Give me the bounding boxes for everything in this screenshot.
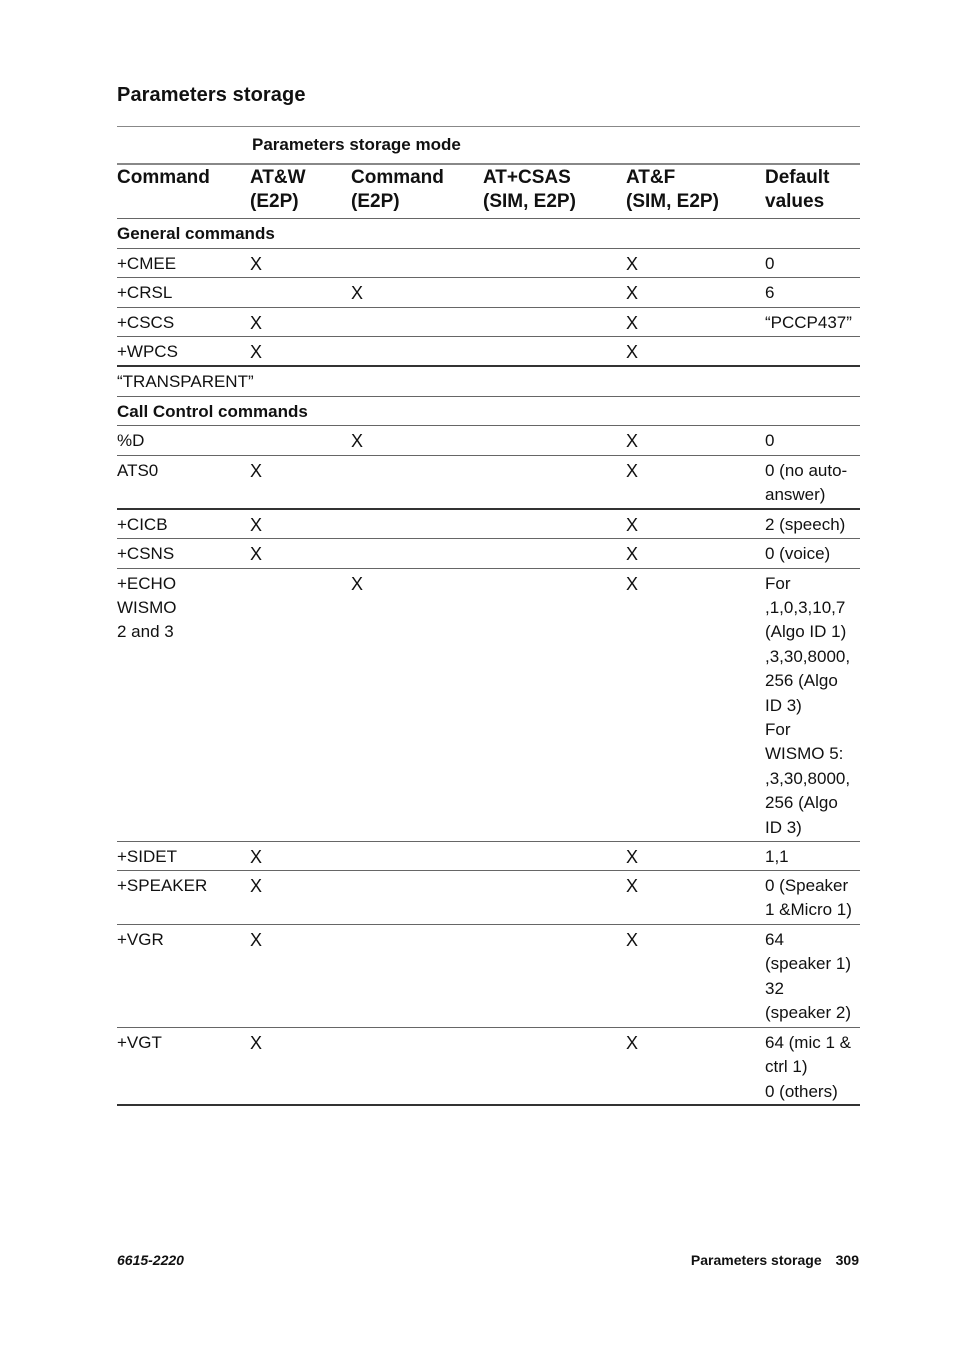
page-title: Parameters storage	[117, 84, 306, 106]
cell-atw: X	[250, 930, 263, 950]
cell-atw: X	[250, 460, 263, 481]
parameters-table	[117, 126, 860, 1106]
cell-command: +CMEE	[117, 253, 177, 273]
header-command-e2p: Command (E2P)	[351, 167, 444, 212]
section-row-call-control	[117, 397, 860, 427]
cell-atf: X	[626, 283, 639, 303]
cell-atw: X	[250, 253, 263, 274]
header-command: Command	[117, 167, 210, 188]
header-atf: AT&F (SIM, E2P)	[626, 167, 719, 212]
cell-default: 0 (no auto- answer)	[765, 460, 848, 504]
table-row	[117, 510, 860, 540]
cell-atw: X	[250, 544, 263, 564]
cell-command: “TRANSPARENT”	[117, 372, 254, 391]
table-mode-row	[117, 126, 860, 165]
cell-atw: X	[250, 876, 263, 896]
table-row	[117, 249, 860, 279]
table-row	[117, 1028, 860, 1106]
cell-command: %D	[117, 431, 145, 450]
cell-command: +CSNS	[117, 544, 175, 563]
header-default-values: Default values	[765, 167, 830, 212]
cell-default: 0 (Speaker 1 &Micro 1)	[765, 876, 852, 920]
cell-command: +CSCS	[117, 312, 175, 332]
cell-command-e2p: X	[351, 573, 364, 594]
cell-command-e2p: X	[351, 431, 364, 451]
cell-atf: X	[626, 573, 639, 594]
cell-atf: X	[626, 1033, 639, 1053]
section-label: General commands	[117, 224, 275, 243]
table-row	[117, 842, 860, 872]
table-row	[117, 308, 860, 338]
cell-atw: X	[250, 514, 263, 535]
cell-default: 6	[765, 283, 775, 302]
cell-atf: X	[626, 431, 639, 451]
table-row	[117, 426, 860, 456]
cell-default: For ,1,0,3,10,7 (Algo ID 1) ,3,30,8000, 256 (Algo ID 3) For WISMO 5: ,3,30,8000, 256 (Algo ID 3)	[765, 573, 851, 837]
table-row	[117, 367, 860, 397]
header-atcsas: AT+CSAS (SIM, E2P)	[483, 167, 576, 212]
cell-atf: X	[626, 930, 639, 950]
cell-command: +WPCS	[117, 342, 178, 361]
cell-atf: X	[626, 544, 639, 564]
section-label: Call Control commands	[117, 401, 308, 421]
cell-command: +SPEAKER	[117, 876, 208, 895]
footer-section-title: Parameters storage	[690, 1252, 822, 1268]
table-row	[117, 871, 860, 925]
cell-atf: X	[626, 342, 639, 362]
document-number: 6615-2220	[117, 1252, 184, 1268]
cell-atf: X	[626, 846, 639, 867]
cell-atf: X	[626, 460, 639, 481]
page-number: 309	[835, 1252, 859, 1268]
cell-command: +VGT	[117, 1033, 162, 1052]
cell-default: “PCCP437”	[765, 312, 852, 332]
cell-default: 0	[765, 253, 775, 273]
cell-default: 0 (voice)	[765, 544, 831, 563]
cell-default: 1,1	[765, 846, 789, 866]
cell-command: +ECHO WISMO 2 and 3	[117, 573, 177, 642]
cell-command: +CICB	[117, 514, 168, 534]
table-row	[117, 337, 860, 367]
cell-command: ATS0	[117, 460, 159, 480]
header-atw: AT&W (E2P)	[250, 167, 306, 212]
cell-default: 64 (mic 1 & ctrl 1) 0 (others)	[765, 1033, 851, 1101]
cell-atw: X	[250, 342, 263, 362]
cell-default: 0	[765, 431, 775, 450]
table-row	[117, 539, 860, 569]
cell-default: 2 (speech)	[765, 514, 846, 534]
cell-atf: X	[626, 312, 639, 333]
cell-atf: X	[626, 514, 639, 535]
cell-command-e2p: X	[351, 283, 364, 303]
cell-atw: X	[250, 312, 263, 333]
cell-command: +SIDET	[117, 846, 177, 866]
page-footer	[691, 1252, 859, 1268]
mode-label: Parameters storage mode	[252, 135, 461, 154]
cell-atw: X	[250, 846, 263, 867]
table-row	[117, 278, 860, 308]
cell-atw: X	[250, 1033, 263, 1053]
cell-command: +CRSL	[117, 283, 173, 302]
table-row	[117, 925, 860, 1028]
table-row	[117, 569, 860, 842]
section-row-general	[117, 219, 860, 249]
table-header-row	[117, 165, 860, 219]
table-row	[117, 456, 860, 510]
cell-default: 64 (speaker 1) 32 (speaker 2)	[765, 930, 851, 1023]
cell-atf: X	[626, 876, 639, 896]
cell-command: +VGR	[117, 930, 164, 949]
cell-atf: X	[626, 253, 639, 274]
